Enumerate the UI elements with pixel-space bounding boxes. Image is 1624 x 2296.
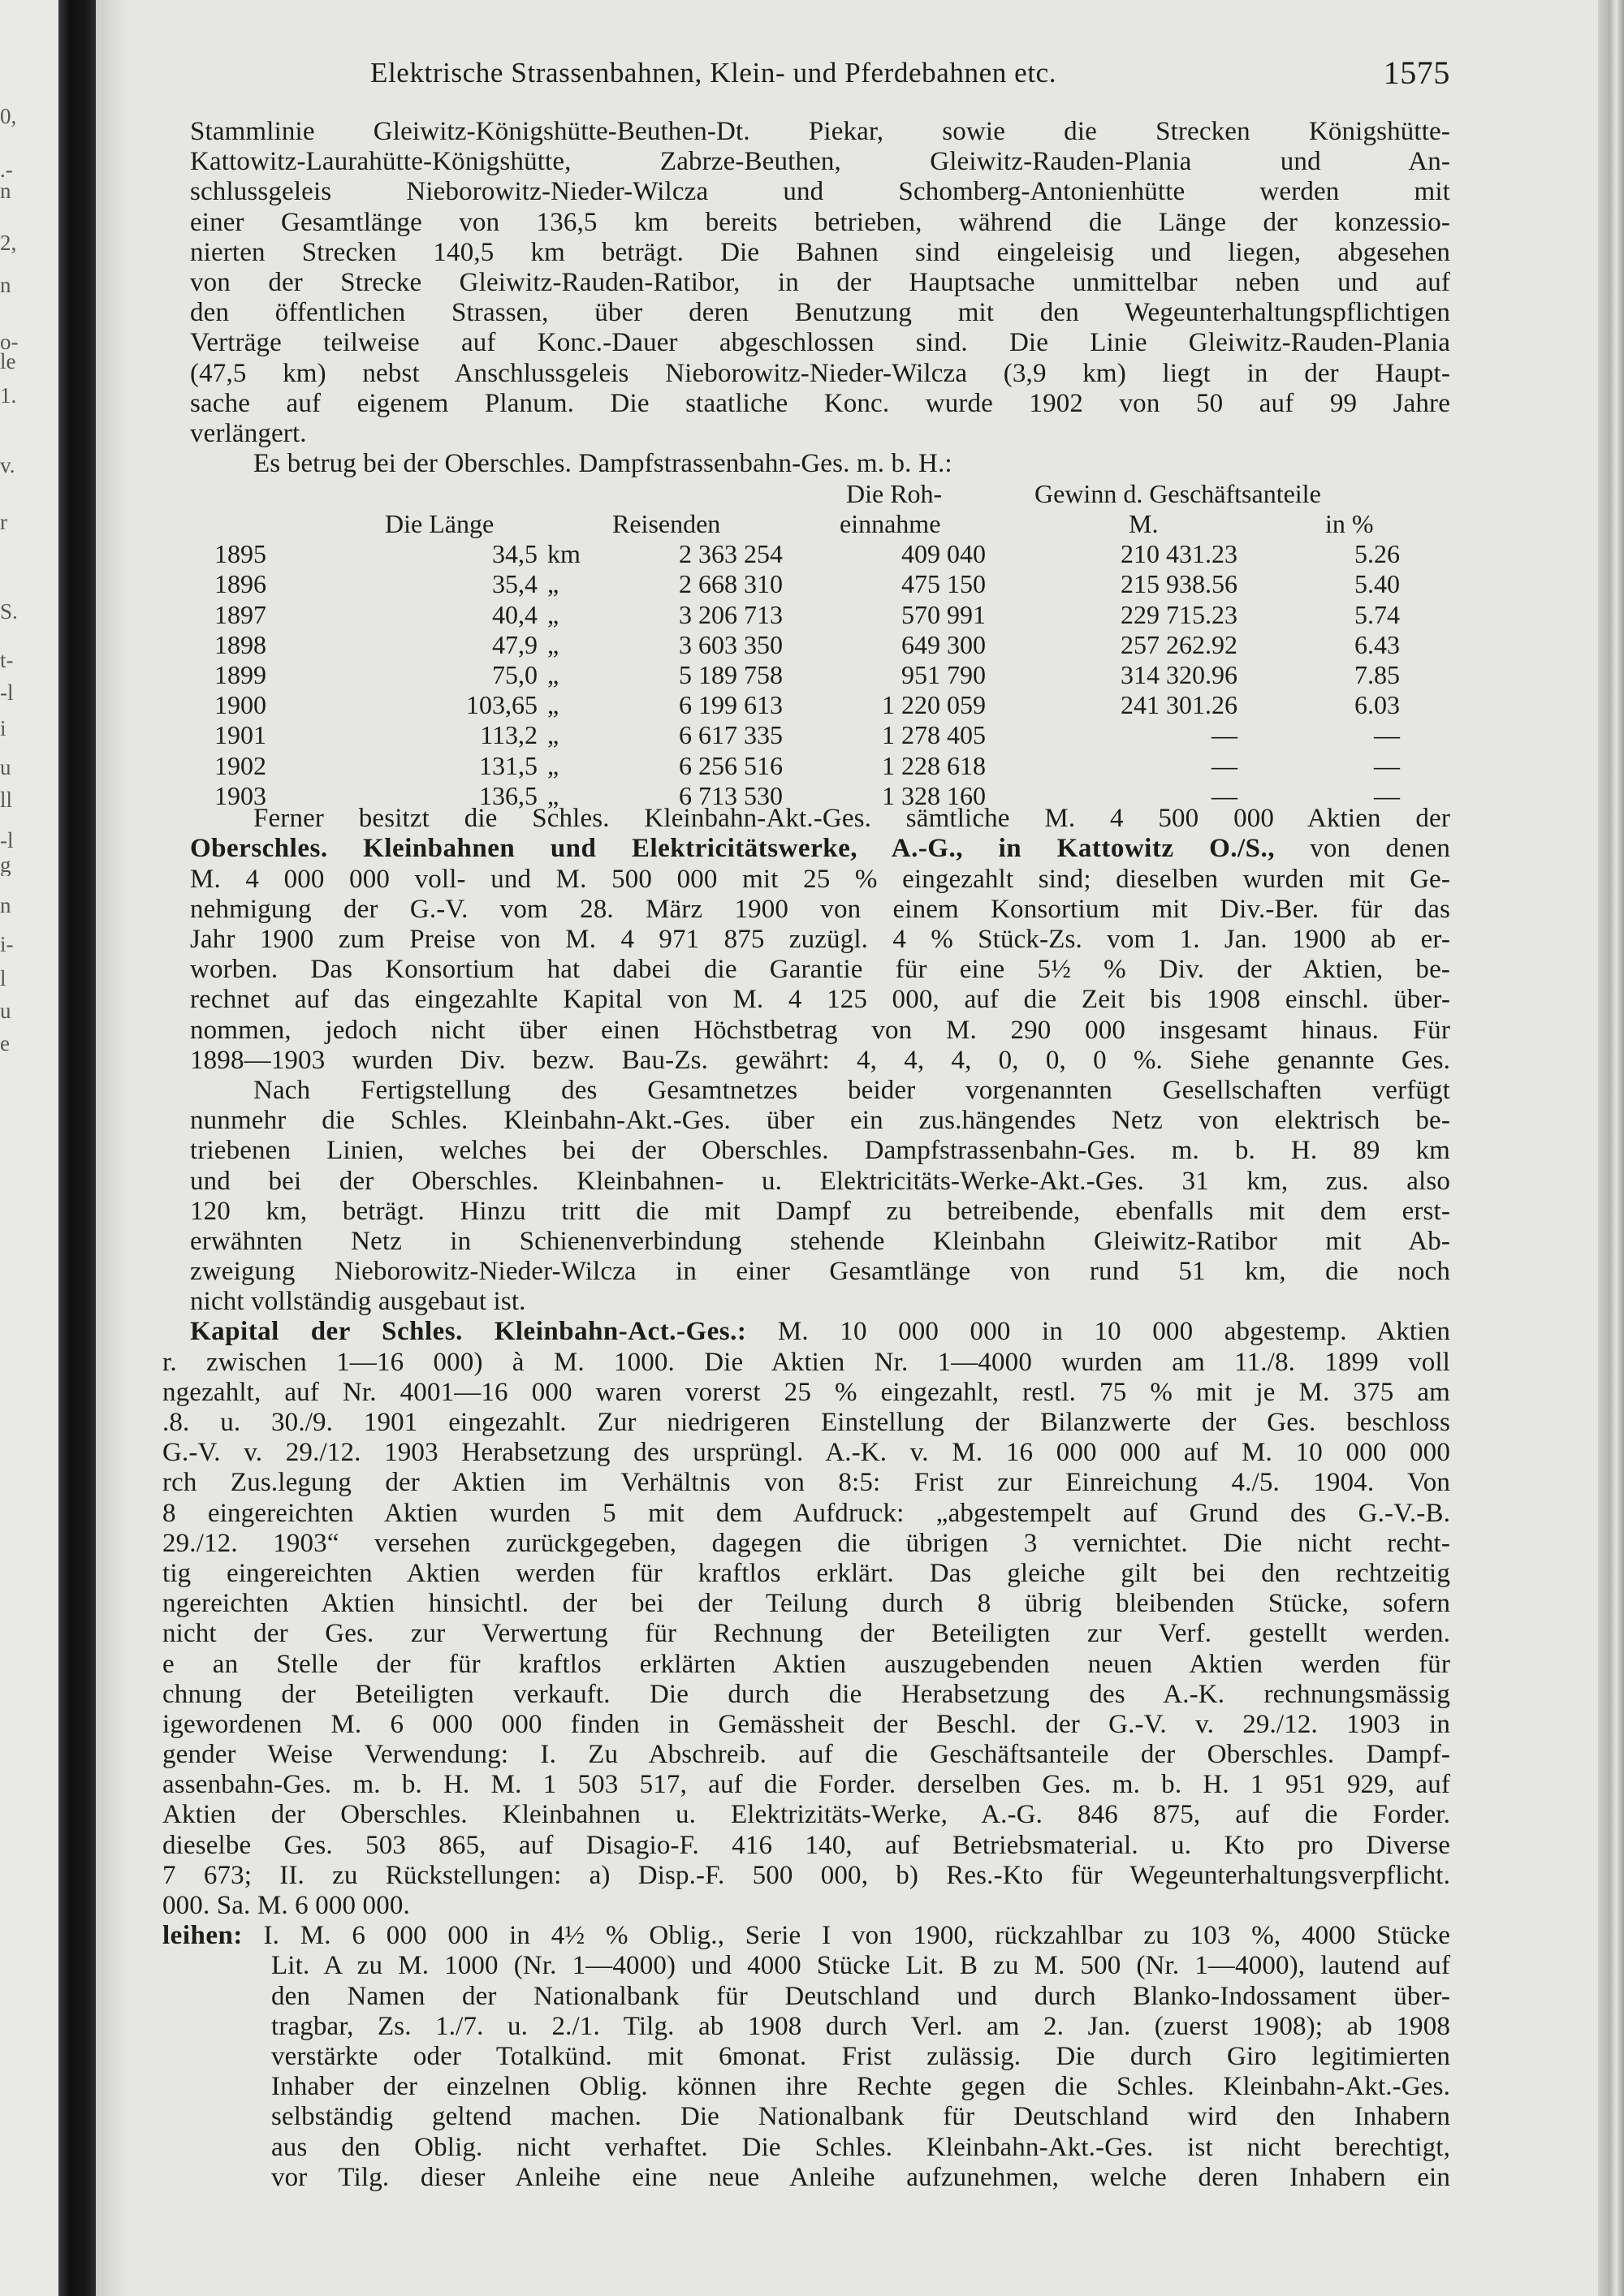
length-cell: 34,5	[492, 539, 538, 569]
table-row	[190, 720, 1450, 750]
profit-cell: 210 431.23	[1121, 539, 1237, 569]
anleihen-heading: leihen:	[162, 1921, 243, 1951]
previous-page-fragment: l	[0, 968, 6, 990]
table-row	[190, 569, 1450, 599]
profit-cell: 257 262.92	[1121, 629, 1237, 659]
passengers-cell: 2 363 254	[679, 539, 783, 569]
passengers-cell: 6 713 530	[679, 780, 783, 810]
statistics-table	[190, 479, 1450, 810]
text-line: (47,5 km) nebst Anschlussgeleis Nieborowitz-Nieder-Wilcza (3,9 km) liegt in der Haupt-	[190, 358, 1450, 388]
year-cell: 1897	[214, 599, 266, 629]
page-number: 1575	[1383, 54, 1450, 91]
previous-page-fragment: e	[0, 1033, 10, 1055]
text-line: von der Strecke Gleiwitz-Rauden-Ratibor, in der Hauptsache unmittelbar neben und auf	[190, 267, 1450, 297]
revenue-cell: 409 040	[901, 539, 986, 569]
table-body	[190, 539, 1450, 811]
previous-page-fragment: u	[0, 757, 11, 779]
text-line: Nach Fertigstellung des Gesamtnetzes beider vorgenannten Gesellschaften verfügt	[253, 1075, 1450, 1105]
table-row	[190, 751, 1450, 781]
unit-cell: „	[547, 569, 559, 599]
unit-cell: „	[547, 750, 559, 780]
length-cell: 103,65	[466, 690, 538, 720]
kapital-heading: Kapital der Schles. Kleinbahn-Act.-Ges.:	[190, 1317, 747, 1347]
year-cell: 1899	[214, 660, 266, 689]
text-line: 000. Sa. M. 6 000 000.	[162, 1891, 410, 1920]
passengers-cell: 2 668 310	[679, 569, 783, 599]
previous-page-fragment: n	[0, 180, 11, 202]
revenue-cell: 1 278 405	[882, 720, 986, 750]
header-revenue-bottom: einnahme	[840, 509, 941, 539]
text-line: Inhaber der einzelnen Oblig. können ihre Rechte gegen die Schles. Kleinbahn-Akt.-Ges.	[271, 2072, 1450, 2102]
text-line: e an Stelle der für kraftlos erklärten Aktien auszugebenden neuen Aktien werden für	[162, 1649, 1450, 1679]
text-line: tig eingereichten Aktien werden für kraftlos erklärt. Das gleiche gilt bei den rechtzeitig	[162, 1558, 1450, 1588]
profit-cell: —	[1212, 750, 1237, 780]
share-cell: 7.85	[1354, 660, 1400, 689]
previous-page-fragment: 0,	[0, 106, 17, 127]
share-cell: 5.26	[1354, 539, 1400, 569]
text-line: M. 4 000 000 voll- und M. 500 000 mit 25 % eingezahlt sind; dieselben wurden mit Ge-	[190, 864, 1450, 894]
previous-page-fragment: 2,	[0, 232, 17, 254]
text-line: chnung der Beteiligten verkauft. Die durch die Herabsetzung des A.-K. rechnungsmässig	[162, 1679, 1450, 1709]
passengers-cell: 3 206 713	[679, 599, 783, 629]
table-row	[190, 690, 1450, 720]
text-line: Aktien der Oberschles. Kleinbahnen u. Elektrizitäts-Werke, A.-G. 846 875, auf die Forder.	[162, 1800, 1450, 1830]
table-row	[190, 781, 1450, 811]
length-cell: 131,5	[479, 750, 538, 780]
kapital-line-1	[190, 1317, 1450, 1347]
previous-page-fragment: t-	[0, 650, 14, 671]
revenue-cell: 1 220 059	[882, 690, 986, 720]
text-line: Verträge teilweise auf Konc.-Dauer abgeschlossen sind. Die Linie Gleiwitz-Rauden-Plania	[190, 328, 1450, 358]
text-line: assenbahn-Ges. m. b. H. M. 1 503 517, auf die Forder. derselben Ges. m. b. H. 1 951 929, auf	[162, 1770, 1450, 1800]
text-line: 120 km, beträgt. Hinzu tritt die mit Dampf zu betreibende, ebenfalls mit dem erst-	[190, 1196, 1450, 1226]
profit-cell: 241 301.26	[1121, 690, 1237, 720]
previous-page-fragment: -l	[0, 682, 14, 704]
text-line: rechnet auf das eingezahlte Kapital von M. 4 125 000, auf die Zeit bis 1908 einschl. über-	[190, 985, 1450, 1015]
text-line: selbständig geltend machen. Die Nationalbank für Deutschland wird den Inhabern	[271, 2102, 1450, 2132]
text-line: Lit. A zu M. 1000 (Nr. 1—4000) und 4000 Stücke Lit. B zu M. 500 (Nr. 1—4000), lautend auf	[271, 1951, 1450, 1981]
share-cell: —	[1374, 750, 1400, 780]
text-line: den Namen der Nationalbank für Deutschland und durch Blanko-Indossament über-	[271, 1981, 1450, 2011]
length-cell: 35,4	[492, 569, 538, 599]
passengers-cell: 6 256 516	[679, 750, 783, 780]
revenue-cell: 951 790	[901, 660, 986, 689]
previous-page-fragment: n	[0, 274, 11, 296]
previous-page-fragment: i-	[0, 934, 14, 956]
passengers-cell: 6 617 335	[679, 720, 783, 750]
running-title: Elektrische Strassenbahnen, Klein- und Pferdebahnen etc.	[370, 57, 1057, 88]
header-revenue-top: Die Roh-	[846, 479, 943, 509]
company-name: Oberschles. Kleinbahnen und Elektricitätswerke, A.-G., in Kattowitz O./S.,	[190, 834, 1276, 864]
unit-cell: „	[547, 720, 559, 750]
share-cell: 5.40	[1354, 569, 1400, 599]
text-column	[162, 117, 1450, 2193]
paragraph-intro	[190, 117, 1450, 449]
text-line: sache auf eigenem Planum. Die staatliche Konc. wurde 1902 von 50 auf 99 Jahre	[190, 388, 1450, 418]
profit-cell: 314 320.96	[1121, 660, 1237, 689]
text-line: 29./12. 1903“ versehen zurückgegeben, dagegen die übrigen 3 vernichtet. Die nicht recht-	[162, 1528, 1450, 1558]
text-line: nicht der Ges. zur Verwertung für Rechnung der Beteiligten zur Verf. gestellt werden.	[162, 1619, 1450, 1649]
revenue-cell: 475 150	[901, 569, 986, 599]
length-cell: 47,9	[492, 629, 538, 659]
passengers-cell: 3 603 350	[679, 629, 783, 659]
text-line: tragbar, Zs. 1./7. u. 2./1. Tilg. ab 1908 durch Verl. am 2. Jan. (zuerst 1908); ab 1908	[271, 2011, 1450, 2041]
kapital-line-1-rest: M. 10 000 000 in 10 000 abgestemp. Aktien	[746, 1317, 1450, 1347]
text-line: verstärkte oder Totalkünd. mit 6monat. Frist zulässig. Die durch Giro legitimierten	[271, 2041, 1450, 2071]
ferner-line-1: Ferner besitzt die Schles. Kleinbahn-Akt.-Ges. sämtliche M. 4 500 000 Aktien der	[253, 804, 1450, 834]
header-profit-share: Gewinn d. Geschäftsanteile	[1034, 479, 1321, 509]
length-cell: 136,5	[479, 780, 538, 810]
unit-cell: „	[547, 629, 559, 659]
length-cell: 75,0	[492, 660, 538, 689]
text-line: 7 673; II. zu Rückstellungen: a) Disp.-F. 500 000, b) Res.-Kto für Wegeunterhaltungsverpflicht.	[162, 1860, 1450, 1890]
revenue-cell: 1 228 618	[882, 750, 986, 780]
table-row	[190, 539, 1450, 569]
year-cell: 1900	[214, 690, 266, 720]
year-cell: 1903	[214, 780, 266, 810]
ferner-line-2-rest: von denen	[1275, 834, 1450, 864]
unit-cell: „	[547, 599, 559, 629]
text-line: zweigung Nieborowitz-Nieder-Wilcza in einer Gesamtlänge von rund 51 km, die noch	[190, 1257, 1450, 1287]
unit-cell: „	[547, 690, 559, 720]
share-cell: 6.03	[1354, 690, 1400, 720]
passengers-cell: 6 199 613	[679, 690, 783, 720]
text-line: erwähnten Netz in Schienenverbindung stehende Kleinbahn Gleiwitz-Ratibor mit Ab-	[190, 1226, 1450, 1256]
share-cell: —	[1374, 720, 1400, 750]
text-line: .8. u. 30./9. 1901 eingezahlt. Zur niedrigeren Einstellung der Bilanzwerte der Ges. beschloss	[162, 1408, 1450, 1437]
unit-cell: „	[547, 780, 559, 810]
profit-cell: —	[1212, 780, 1237, 810]
text-line: triebenen Linien, welches bei der Oberschles. Dampfstrassenbahn-Ges. m. b. H. 89 km	[190, 1136, 1450, 1166]
revenue-cell: 1 328 160	[882, 780, 986, 810]
text-line: 1898—1903 wurden Div. bezw. Bau-Zs. gewährt: 4, 4, 4, 0, 0, 0 %. Siehe genannte Ges.	[190, 1045, 1450, 1075]
text-line: ngereichten Aktien hinsichtl. der bei der Teilung durch 8 übrig bleibenden Stücke, sofern	[162, 1589, 1450, 1619]
year-cell: 1901	[214, 720, 266, 750]
profit-cell: 215 938.56	[1121, 569, 1237, 599]
previous-page-fragment: -l	[0, 830, 14, 852]
table-row	[190, 660, 1450, 690]
length-cell: 113,2	[480, 720, 538, 750]
text-line: 8 eingereichten Aktien wurden 5 mit dem Aufdruck: „abgestempelt auf Grund des G.-V.-B.	[162, 1498, 1450, 1528]
unit-cell: „	[547, 660, 559, 689]
page-edge	[1598, 0, 1624, 2296]
text-line: verlängert.	[190, 418, 307, 448]
text-line: gender Weise Verwendung: I. Zu Abschreib. auf die Geschäftsanteile der Oberschles. Dampf-	[162, 1740, 1450, 1770]
text-line: den öffentlichen Strassen, über deren Benutzung mit den Wegeunterhaltungspflichtigen	[190, 298, 1450, 328]
text-line: Jahr 1900 zum Preise von M. 4 971 875 zuzügl. 4 % Stück-Zs. vom 1. Jan. 1900 ab er-	[190, 925, 1450, 954]
previous-page-fragment: S.	[0, 601, 18, 623]
paragraph-kapital	[162, 1347, 1450, 1922]
table-row	[190, 630, 1450, 660]
previous-page-fragment: le	[0, 351, 16, 373]
text-line: aus den Oblig. nicht verhaftet. Die Schles. Kleinbahn-Akt.-Ges. ist nicht berechtigt,	[271, 2132, 1450, 2162]
header-profit: M.	[1129, 509, 1159, 539]
share-cell: —	[1374, 780, 1400, 810]
text-line: dieselbe Ges. 503 865, auf Disagio-F. 416 140, auf Betriebsmaterial. u. Kto pro Diverse	[162, 1830, 1450, 1860]
length-cell: 40,4	[492, 599, 538, 629]
text-line: Kattowitz-Laurahütte-Königshütte, Zabrze-Beuthen, Gleiwitz-Rauden-Plania und An-	[190, 147, 1450, 177]
text-line: ngezahlt, auf Nr. 4001—16 000 waren vorerst 25 % eingezahlt, restl. 75 % mit je M. 375 am	[162, 1377, 1450, 1407]
previous-page-fragment: v.	[0, 455, 15, 477]
text-line: nunmehr die Schles. Kleinbahn-Akt.-Ges. über ein zus.hängendes Netz von elektrisch be-	[190, 1106, 1450, 1136]
year-cell: 1895	[214, 539, 266, 569]
table-row	[190, 600, 1450, 630]
text-line: vor Tilg. dieser Anleihe eine neue Anleihe aufzunehmen, welche deren Inhabern ein	[271, 2162, 1450, 2192]
year-cell: 1898	[214, 629, 266, 659]
text-line: einer Gesamtlänge von 136,5 km bereits betrieben, während die Länge der konzessio-	[190, 207, 1450, 237]
year-cell: 1902	[214, 750, 266, 780]
previous-page-fragment: .-	[0, 159, 13, 181]
paragraph-nach	[190, 1076, 1450, 1318]
year-cell: 1896	[214, 569, 266, 599]
text-line: nehmigung der G.-V. vom 28. März 1900 von einem Konsortium mit Div.-Ber. für das	[190, 894, 1450, 924]
share-cell: 6.43	[1354, 629, 1400, 659]
text-line: nicht vollständig ausgebaut ist.	[190, 1287, 526, 1317]
passengers-cell: 5 189 758	[679, 660, 783, 689]
previous-page-fragment: u	[0, 1000, 11, 1022]
table-caption: Es betrug bei der Oberschles. Dampfstrassenbahn-Ges. m. b. H.:	[253, 449, 952, 479]
text-line: Stammlinie Gleiwitz-Königshütte-Beuthen-Dt. Piekar, sowie die Strecken Königshütte-	[190, 117, 1450, 146]
text-line: G.-V. v. 29./12. 1903 Herabsetzung des ursprüngl. A.-K. v. M. 16 000 000 auf M. 10 000 000	[162, 1438, 1450, 1468]
previous-page-fragment: ll	[0, 789, 13, 811]
share-cell: 5.74	[1354, 599, 1400, 629]
header-share: in %	[1325, 509, 1374, 539]
previous-page-fragment: g	[0, 854, 11, 876]
ferner-line-2	[190, 834, 1450, 864]
text-line: nierten Strecken 140,5 km beträgt. Die Bahnen sind eingeleisig und liegen, abgesehen	[190, 237, 1450, 267]
paragraph-ferner	[190, 865, 1450, 1076]
text-line: rch Zus.legung der Aktien im Verhältnis von 8:5: Frist zur Einreichung 4./5. 1904. Von	[162, 1468, 1450, 1498]
revenue-cell: 649 300	[901, 629, 986, 659]
previous-page-fragment: o-	[0, 331, 19, 353]
paragraph-anleihen	[190, 1951, 1450, 2193]
revenue-cell: 570 991	[901, 599, 986, 629]
previous-page-fragment: i	[0, 718, 6, 740]
text-line: worben. Das Konsortium hat dabei die Garantie für eine 5½ % Div. der Aktien, be-	[190, 955, 1450, 985]
text-line: und bei der Oberschles. Kleinbahnen- u. Elektricitäts-Werke-Akt.-Ges. 31 km, zus. also	[190, 1166, 1450, 1196]
gutter-shadow	[96, 0, 128, 2296]
book-binding	[58, 0, 96, 2296]
anleihen-line-1	[162, 1921, 1450, 1951]
header-passengers: Reisenden	[612, 509, 721, 539]
running-head	[190, 54, 1450, 93]
text-line: nommen, jedoch nicht über einen Höchstbetrag von M. 290 000 insgesamt hinaus. Für	[190, 1015, 1450, 1045]
previous-page-fragment: r	[0, 511, 7, 533]
text-line: r. zwischen 1—16 000) à M. 1000. Die Aktien Nr. 1—4000 wurden am 11./8. 1899 voll	[162, 1347, 1450, 1377]
page-content	[162, 44, 1450, 2285]
profit-cell: 229 715.23	[1121, 599, 1237, 629]
header-length: Die Länge	[385, 509, 495, 539]
text-line: igewordenen M. 6 000 000 finden in Gemässheit der Beschl. der G.-V. v. 29./12. 1903 in	[162, 1709, 1450, 1739]
previous-page-fragment: 1.	[0, 385, 17, 407]
previous-page-fragment: n	[0, 895, 11, 917]
text-line: schlussgeleis Nieborowitz-Nieder-Wilcza und Schomberg-Antonienhütte werden mit	[190, 177, 1450, 207]
anleihen-line-1-rest: I. M. 6 000 000 in 4½ % Oblig., Serie I von 1900, rückzahlbar zu 103 %, 4000 Stücke	[242, 1921, 1450, 1951]
unit-cell: km	[547, 539, 581, 569]
profit-cell: —	[1212, 720, 1237, 750]
